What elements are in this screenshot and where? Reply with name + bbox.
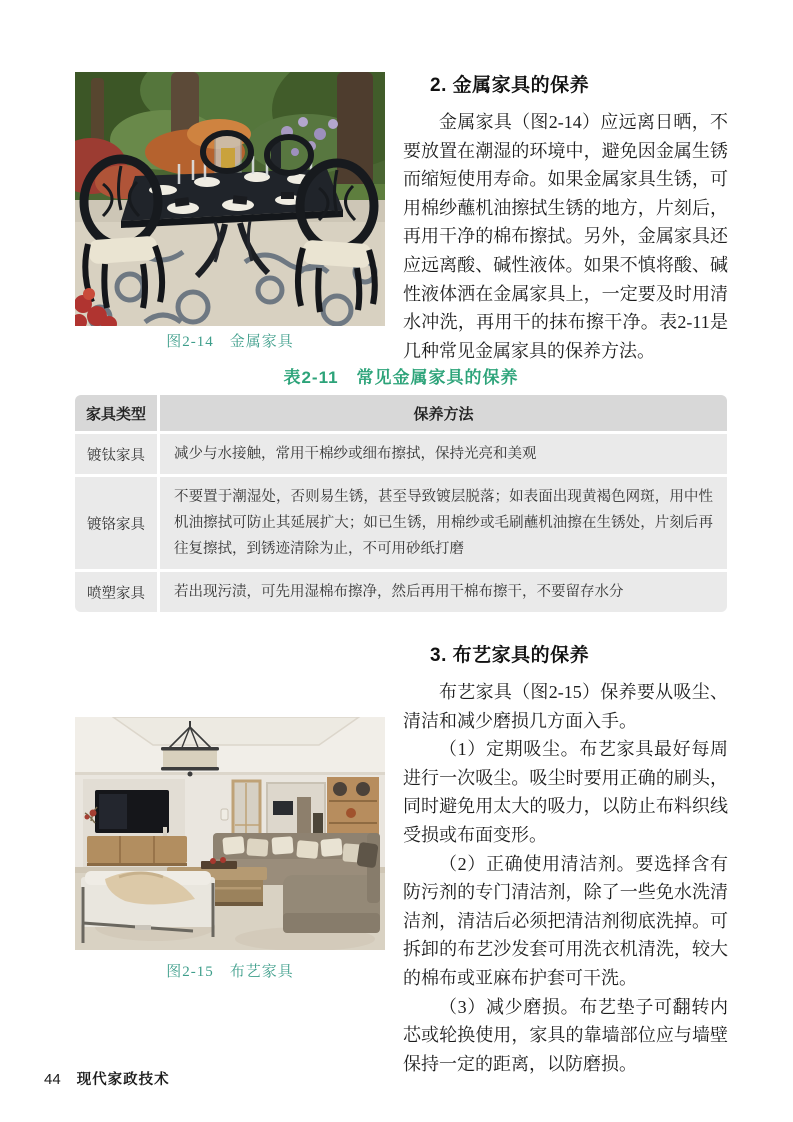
page-number: 44 xyxy=(44,1071,61,1088)
table-2-11 xyxy=(75,395,727,612)
fabric-furniture-livingroom-scene xyxy=(75,717,385,950)
metal-furniture-garden-scene xyxy=(75,72,385,326)
table-header-method: 保养方法 xyxy=(160,395,727,431)
figure-2-15-photo xyxy=(75,717,385,950)
section-fabric-heading: 3. 布艺家具的保养 xyxy=(430,645,590,666)
table-2-11-title: 表2-11 常见金属家具的保养 xyxy=(283,368,519,387)
table-row-method: 若出现污渍，可先用湿棉布擦净，然后再用干棉布擦干，不要留存水分 xyxy=(160,572,727,612)
table-row-type: 喷塑家具 xyxy=(75,572,157,612)
section-fabric-paragraph: （3）减少磨损。布艺垫子可翻转内芯或轮换使用，家具的靠墙部位应与墙壁保持一定的距离，以防磨损。 xyxy=(403,996,728,1074)
table-row-method: 减少与水接触，常用干棉纱或细布擦拭，保持光亮和美观 xyxy=(160,434,727,474)
section-metal-paragraph: 金属家具（图2-14）应远离日晒，不要放置在潮湿的环境中，避免因金属生锈而缩短使用寿命。如果金属家具生锈，可用棉纱蘸机油擦拭生锈的地方，片刻后，再用干净的棉布擦拭。另外，金属家具还应远离酸、碱性液体。如果不慎将酸、碱性液体洒在金属家具上，一定要及时用清水冲洗，再用干的抹布擦干净。表2-11是几种常见金属家具的保养方法。 xyxy=(403,112,728,361)
figure-2-14-caption: 图2-14 金属家具 xyxy=(166,334,294,350)
table-row-method: 不要置于潮湿处，否则易生锈，甚至导致镀层脱落；如表面出现黄褐色网斑，用中性机油擦拭可防止其延展扩大；如已生锈，用棉纱或毛刷蘸机油擦在生锈处，片刻后再往复擦拭，到锈迹清除为止，不可用砂纸打磨 xyxy=(160,477,727,569)
table-row-type: 镀铬家具 xyxy=(75,477,157,569)
page-footer xyxy=(44,1068,170,1089)
section-fabric-paragraph: （2）正确使用清洁剂。要选择含有防污剂的专门清洁剂，除了一些免水洗清洁剂，清洁后必须把清洁剂彻底洗掉。可拆卸的布艺沙发套可用洗衣机清洗，较大的棉布或亚麻布护套可干洗。 xyxy=(403,853,728,988)
figure-2-14-photo xyxy=(75,72,385,326)
section-fabric-paragraph: （1）定期吸尘。布艺家具最好每周进行一次吸尘。吸尘时要用正确的刷头，同时避免用太大的吸力，以防止布料织线受损或布面变形。 xyxy=(403,739,728,845)
table-row-type: 镀钛家具 xyxy=(75,434,157,474)
section-metal-heading: 2. 金属家具的保养 xyxy=(430,75,590,96)
tray-ceiling xyxy=(113,717,359,745)
book-title: 现代家政技术 xyxy=(76,1072,170,1088)
figure-2-15-caption: 图2-15 布艺家具 xyxy=(166,964,294,980)
table-header-type: 家具类型 xyxy=(75,395,157,431)
television xyxy=(95,790,169,833)
patterned-rug xyxy=(75,222,385,326)
wall-sconce xyxy=(221,809,228,820)
section-fabric-furniture xyxy=(403,640,728,1078)
section-metal-furniture xyxy=(403,70,728,365)
section-fabric-paragraph: 布艺家具（图2-15）保养要从吸尘、清洁和减少磨损几方面入手。 xyxy=(403,682,728,731)
